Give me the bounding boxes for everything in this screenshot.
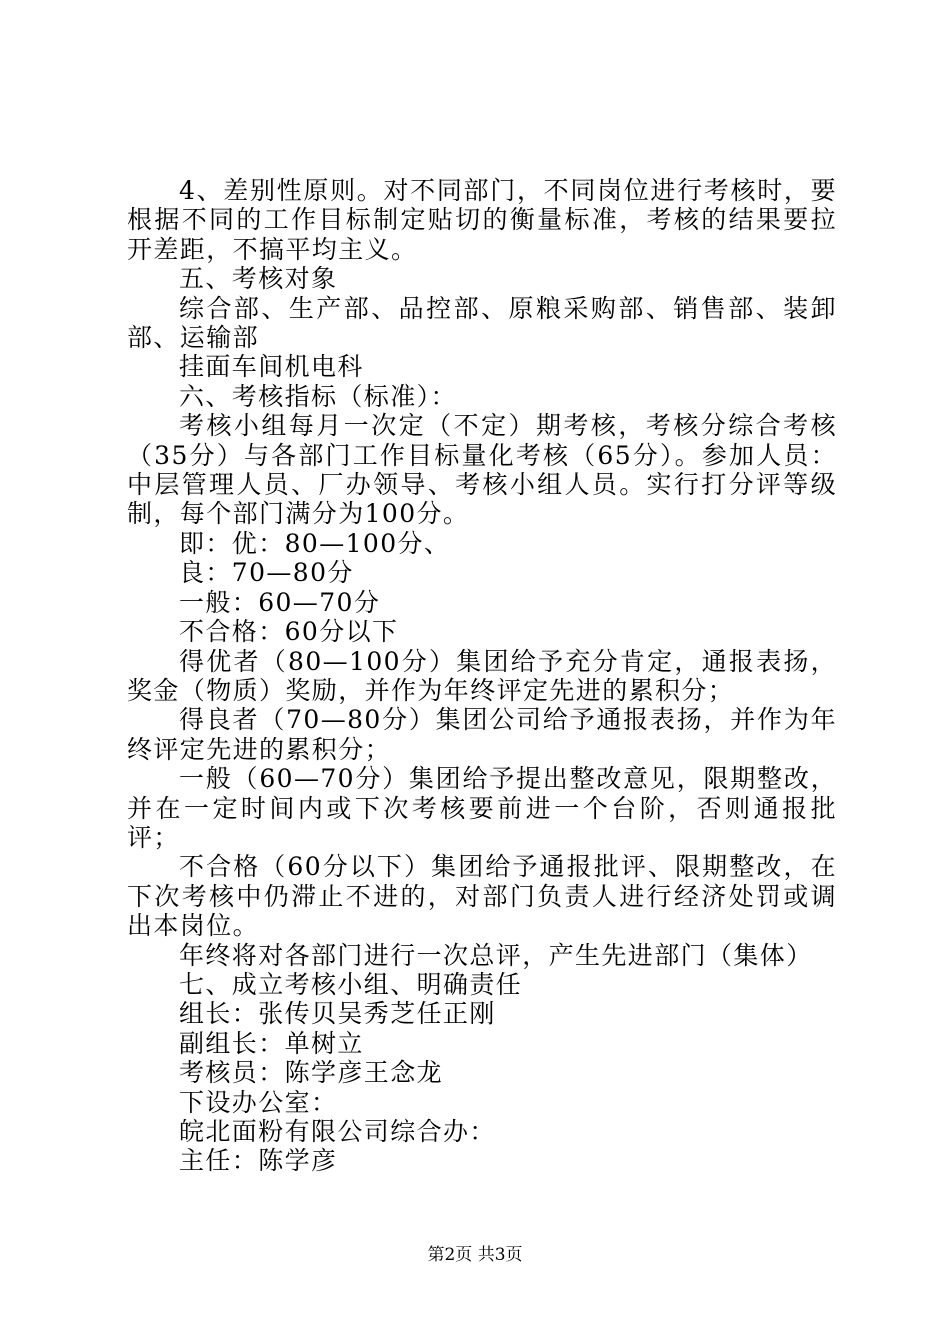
paragraph-principle-4: 4、差别性原则。对不同部门，不同岗位进行考核时，要根据不同的工作目标制定贴切的衡量标准，考核的结果要拉开差距，不搞平均主义。 [127,176,837,264]
grade-good: 良：70—80分 [179,558,354,588]
document-body [127,176,837,1176]
grade-excellent: 即：优：80—100分、 [179,528,451,558]
office-heading: 下设办公室： [179,1087,338,1117]
group-deputy-leader: 副组长：单树立 [179,1028,364,1058]
page-number-footer: 第2页 共3页 [427,1245,523,1265]
paragraph-fail-consequence: 不合格（60分以下）集团给予通报批评、限期整改，在下次考核中仍滞止不进的，对部门负责人进行经济处罚或调出本岗位。 [127,852,837,941]
paragraph-workshop: 挂面车间机电科 [179,352,364,382]
grade-average: 一般：60—70分 [179,587,381,617]
office-name: 皖北面粉有限公司综合办： [179,1117,496,1146]
heading-assessment-group: 七、成立考核小组、明确责任 [179,969,523,999]
heading-assessment-targets: 五、考核对象 [179,264,338,294]
paragraph-assessment-method: 考核小组每月一次定（不定）期考核，考核分综合考核（35分）与各部门工作目标量化考核（65分）。参加人员：中层管理人员、厂办领导、考核小组人员。实行打分评等级制，每个部门满分为100分。 [127,411,837,529]
office-director: 主任：陈学彦 [179,1146,338,1176]
paragraph-average-consequence: 一般（60—70分）集团给予提出整改意见，限期整改，并在一定时间内或下次考核要前进一个台阶，否则通报批评； [127,764,837,852]
paragraph-year-end-review: 年终将对各部门进行一次总评，产生先进部门（集体） [179,940,813,970]
group-assessors: 考核员：陈学彦王念龙 [179,1058,444,1088]
paragraph-excellent-reward: 得优者（80—100分）集团给予充分肯定，通报表扬，奖金（物质）奖励，并作为年终评定先进的累积分； [127,646,837,705]
paragraph-good-reward: 得良者（70—80分）集团公司给予通报表扬，并作为年终评定先进的累积分； [127,705,837,764]
grade-fail: 不合格：60分以下 [179,617,399,647]
heading-assessment-indicators: 六、考核指标（标准）： [179,381,457,411]
group-leader: 组长：张传贝吴秀芝任正刚 [179,999,496,1029]
paragraph-departments: 综合部、生产部、品控部、原粮采购部、销售部、装卸部、运输部 [127,293,837,353]
